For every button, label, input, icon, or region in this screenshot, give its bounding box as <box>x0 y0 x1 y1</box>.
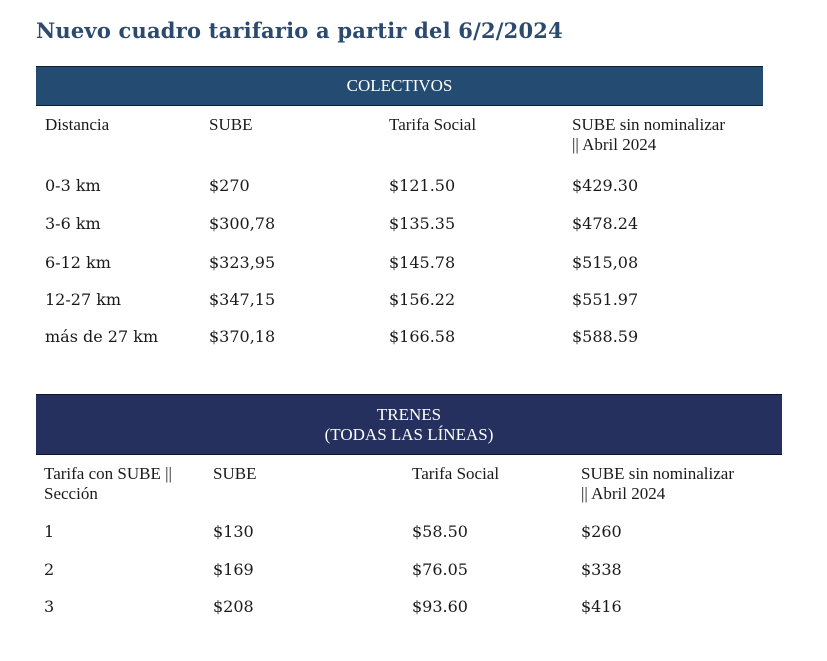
colectivos-row-1-tarifa-social: $121.50 <box>389 176 456 195</box>
colectivos-row-1-sube-sin-nominalizar: $429.30 <box>572 176 639 195</box>
colectivos-row-1-distancia: 0-3 km <box>45 176 101 195</box>
trenes-row-1-tarifa-social: $58.50 <box>412 522 468 541</box>
page-title: Nuevo cuadro tarifario a partir del 6/2/2024 <box>36 18 563 43</box>
colectivos-row-1-sube: $270 <box>209 176 250 195</box>
colectivos-row-5-tarifa-social: $166.58 <box>389 327 456 346</box>
trenes-row-2-sube-sin-nominalizar: $338 <box>581 560 622 579</box>
trenes-row-2-tarifa-social: $76.05 <box>412 560 468 579</box>
colectivos-row-3-sube-sin-nominalizar: $515,08 <box>572 253 639 272</box>
colectivos-header-tarifa-social: Tarifa Social <box>389 115 477 134</box>
trenes-row-3-sube-sin-nominalizar: $416 <box>581 597 622 616</box>
trenes-row-3-tarifa-social: $93.60 <box>412 597 468 616</box>
trenes-banner <box>36 394 782 455</box>
trenes-row-2-sube: $169 <box>213 560 254 579</box>
trenes-row-3-sube: $208 <box>213 597 254 616</box>
colectivos-header-sube: SUBE <box>209 115 253 134</box>
trenes-header-sube-sin-nominalizar: SUBE sin nominalizar <box>581 464 734 483</box>
trenes-header-sube: SUBE <box>213 464 257 483</box>
trenes-row-1-seccion: 1 <box>44 522 55 541</box>
colectivos-row-3-sube: $323,95 <box>209 253 276 272</box>
trenes-header-tarifa-social: Tarifa Social <box>412 464 500 483</box>
colectivos-row-2-tarifa-social: $135.35 <box>389 214 456 233</box>
colectivos-row-4-sube-sin-nominalizar: $551.97 <box>572 290 639 309</box>
colectivos-row-5-sube-sin-nominalizar: $588.59 <box>572 327 639 346</box>
trenes-banner-title: TRENES <box>376 404 442 424</box>
trenes-row-1-sube: $130 <box>213 522 254 541</box>
colectivos-row-3-tarifa-social: $145.78 <box>389 253 456 272</box>
colectivos-row-2-distancia: 3-6 km <box>45 214 101 233</box>
colectivos-header-distancia: Distancia <box>45 115 110 134</box>
colectivos-row-5-sube: $370,18 <box>209 327 276 346</box>
colectivos-row-2-sube-sin-nominalizar: $478.24 <box>572 214 639 233</box>
trenes-row-1-sube-sin-nominalizar: $260 <box>581 522 622 541</box>
trenes-header-seccion: Sección <box>44 484 98 503</box>
trenes-row-2-seccion: 2 <box>44 560 55 579</box>
colectivos-header-sube-sin-nominalizar: SUBE sin nominalizar <box>572 115 725 134</box>
trenes-row-3-seccion: 3 <box>44 597 55 616</box>
trenes-header-abril-2024: || Abril 2024 <box>581 484 666 503</box>
colectivos-row-4-tarifa-social: $156.22 <box>389 290 456 309</box>
colectivos-row-3-distancia: 6-12 km <box>45 253 111 272</box>
colectivos-banner <box>36 66 763 106</box>
colectivos-row-2-sube: $300,78 <box>209 214 276 233</box>
colectivos-banner-label: COLECTIVOS <box>346 76 453 95</box>
colectivos-row-4-sube: $347,15 <box>209 290 276 309</box>
colectivos-row-5-distancia: más de 27 km <box>45 327 159 346</box>
trenes-banner-subtitle: (TODAS LAS LÍNEAS) <box>324 424 494 444</box>
colectivos-header-abril-2024: || Abril 2024 <box>572 135 657 154</box>
trenes-header-tarifa-con-sube: Tarifa con SUBE || <box>44 464 172 483</box>
colectivos-row-4-distancia: 12-27 km <box>45 290 122 309</box>
